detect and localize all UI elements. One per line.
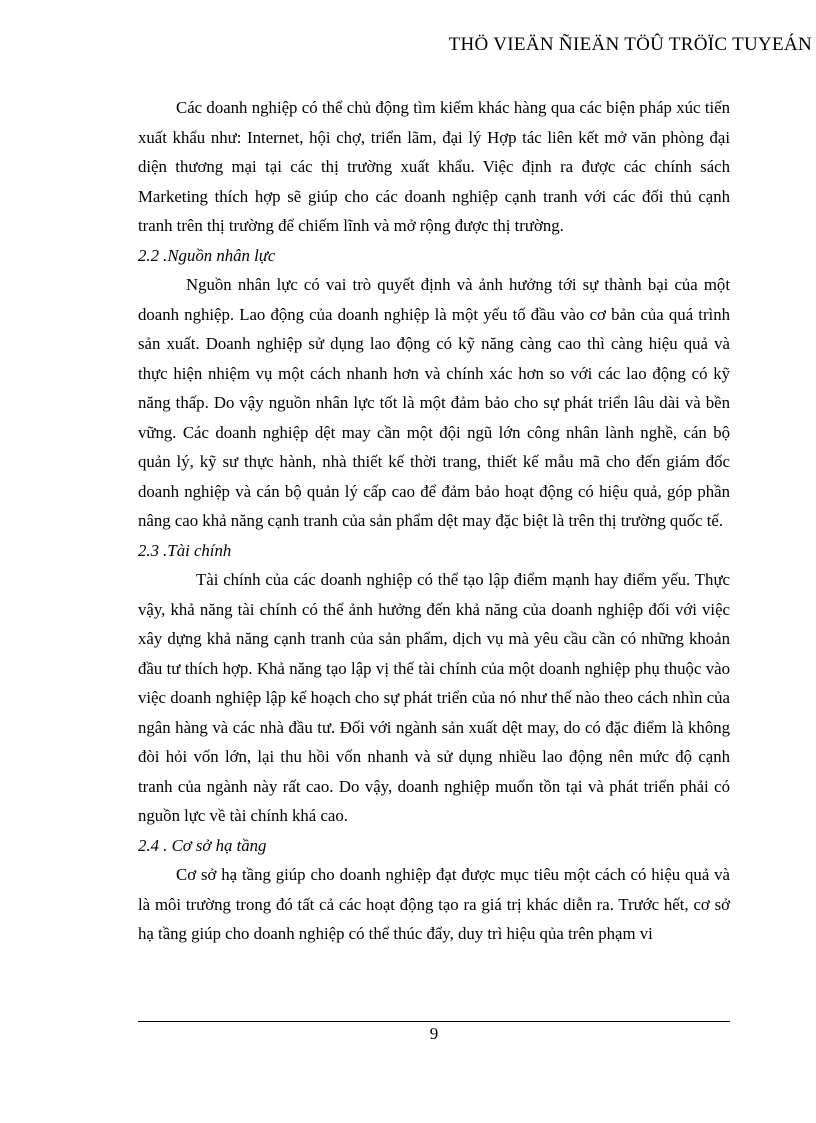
paragraph-finance: Tài chính của các doanh nghiệp có thể tạo lập điểm mạnh hay điểm yếu. Thực vậy, khả năng tài chính có thể ảnh hưởng đến khả năng của doanh nghiệp đối với việc xây dựng khả năng cạnh tranh của sản phẩm, dịch vụ mà yêu cầu cần có những khoản đầu tư thích hợp. Khả năng tạo lập vị thế tài chính của một doanh nghiệp phụ thuộc vào việc doanh nghiệp lập kế hoạch cho sự phát triển của nó như thế nào theo cách nhìn của ngân hàng và các nhà đầu tư. Đối với ngành sản xuất dệt may, do có đặc điểm là không đòi hỏi vốn lớn, lại thu hồi vốn nhanh và sử dụng nhiều lao động nên mức độ cạnh tranh của ngành này rất cao. Do vậy, doanh nghiệp muốn tồn tại và phát triển phải có nguồn lực về tài chính khá cao. bbox=[138, 570, 730, 825]
page-number: 9 bbox=[429, 1024, 439, 1043]
footer-divider bbox=[138, 1021, 730, 1022]
section-heading-infrastructure: 2.4 . Cơ sở hạ tầng bbox=[138, 835, 267, 855]
paragraph-human-resources: Nguồn nhân lực có vai trò quyết định và ảnh hưởng tới sự thành bại của một doanh nghiệp. Lao động của doanh nghiệp là một yếu tố đầu vào cơ bản của quá trình sản xuất. Doanh nghiệp sử dụng lao động có kỹ năng càng cao thì càng hiệu quả và thực hiện nhiệm vụ một cách nhanh hơn và chính xác hơn so với các lao động có kỹ năng thấp. Do vậy nguồn nhân lực tốt là một đảm bảo cho sự phát triển lâu dài và bền vững. Các doanh nghiệp dệt may cần một đội ngũ lớn công nhân lành nghề, cán bộ quản lý, kỹ sư thực hành, nhà thiết kế thời trang, thiết kế mẫu mã cho đến giám đốc doanh nghiệp và cán bộ quản lý cấp cao để đảm bảo hoạt động có hiệu quả, góp phần nâng cao khả năng cạnh tranh của sản phẩm dệt may đặc biệt là trên thị trường quốc tế. bbox=[138, 275, 730, 530]
section-heading-human-resources: 2.2 .Nguồn nhân lực bbox=[138, 245, 276, 265]
running-header: THÖ VIEÄN ÑIEÄN TÖÛ TRÖÏC TUYEÁN bbox=[448, 34, 812, 55]
paragraph-export-promotion: Các doanh nghiệp có thể chủ động tìm kiếm khác hàng qua các biện pháp xúc tiến xuất khẩu như: Internet, hội chợ, triển lãm, đại lý Hợp tác liên kết mở văn phòng đại diện thương mại tại các thị trường xuất khẩu. Việc định ra được các chính sách Marketing thích hợp sẽ giúp cho các doanh nghiệp cạnh tranh với các đối thủ cạnh tranh trên thị trường để chiếm lĩnh và mở rộng được thị trường. bbox=[138, 98, 730, 235]
paragraph-infrastructure: Cơ sở hạ tầng giúp cho doanh nghiệp đạt được mục tiêu một cách có hiệu quả và là môi trường trong đó tất cả các hoạt động tạo ra giá trị khác diễn ra. Trước hết, cơ sở hạ tầng giúp cho doanh nghiệp có thể thúc đẩy, duy trì hiệu qủa trên phạm vi bbox=[138, 865, 730, 943]
document-body bbox=[138, 93, 730, 949]
section-heading-finance: 2.3 .Tài chính bbox=[138, 540, 232, 560]
